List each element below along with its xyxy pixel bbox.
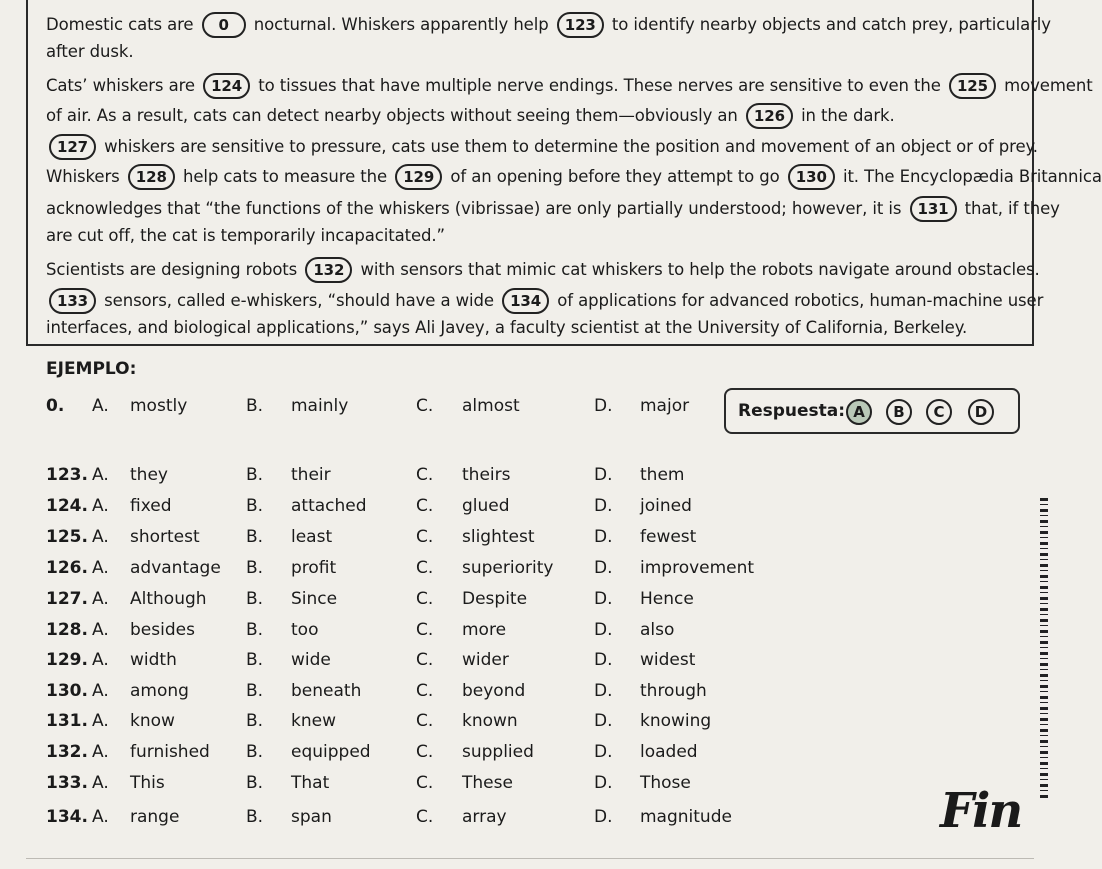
- passage-text: Whiskers: [46, 167, 125, 186]
- passage-text: are cut off, the cat is temporarily incapacitated.”: [46, 226, 445, 245]
- option-a: fixed: [130, 496, 172, 516]
- option-letter-d: D.: [594, 681, 613, 701]
- option-letter-d: D.: [594, 807, 613, 827]
- option-letter-d: D.: [594, 711, 613, 731]
- question-number: 124.: [46, 496, 88, 516]
- option-c: wider: [462, 650, 509, 670]
- passage-text: movement: [998, 76, 1093, 95]
- option-letter-b: B.: [246, 527, 264, 547]
- option-letter-d: D.: [594, 620, 613, 640]
- passage-line: [46, 226, 445, 245]
- handwritten-fin: Fin: [940, 783, 1022, 839]
- gap-number-131: 131: [910, 196, 957, 222]
- option-b: Since: [291, 589, 338, 609]
- option-d: Those: [640, 773, 691, 793]
- option-a: range: [130, 807, 180, 827]
- option-d: fewest: [640, 527, 697, 547]
- passage-text: of air. As a result, cats can detect nearby objects without seeing them—obviously an: [46, 106, 743, 125]
- answer-option-c[interactable]: C: [926, 399, 952, 425]
- gap-number-134: 134: [502, 288, 549, 314]
- question-number: 126.: [46, 558, 88, 578]
- passage-text: that, if they: [959, 199, 1060, 218]
- option-d: Hence: [640, 589, 694, 609]
- example-option-a: mostly: [130, 396, 188, 416]
- passage-text: sensors, called e-whiskers, “should have a wide: [99, 291, 500, 310]
- option-letter-a: A.: [92, 465, 109, 485]
- question-number: 133.: [46, 773, 88, 793]
- passage-text: it. The Encyclopædia Britannica: [837, 167, 1102, 186]
- option-letter-d: D.: [594, 396, 613, 416]
- question-number: 130.: [46, 681, 88, 701]
- option-letter-c: C.: [416, 496, 434, 516]
- ejemplo-title: EJEMPLO:: [46, 359, 137, 379]
- option-d: also: [640, 620, 675, 640]
- option-letter-b: B.: [246, 589, 264, 609]
- option-a: This: [130, 773, 165, 793]
- option-letter-a: A.: [92, 711, 109, 731]
- option-b: profit: [291, 558, 337, 578]
- option-a: besides: [130, 620, 195, 640]
- option-letter-b: B.: [246, 650, 264, 670]
- option-letter-a: A.: [92, 807, 109, 827]
- option-d: them: [640, 465, 685, 485]
- option-letter-a: A.: [92, 742, 109, 762]
- option-letter-d: D.: [594, 589, 613, 609]
- passage-line: [46, 103, 895, 129]
- passage-text: to identify nearby objects and catch prey, particularly: [606, 15, 1051, 34]
- example-option-b: mainly: [291, 396, 349, 416]
- option-a: furnished: [130, 742, 210, 762]
- question-number: 134.: [46, 807, 88, 827]
- option-a: shortest: [130, 527, 200, 547]
- option-letter-d: D.: [594, 650, 613, 670]
- question-number: 131.: [46, 711, 88, 731]
- question-number: 123.: [46, 465, 88, 485]
- gap-number-133: 133: [49, 288, 96, 314]
- option-letter-c: C.: [416, 742, 434, 762]
- option-b: their: [291, 465, 331, 485]
- option-letter-a: A.: [92, 527, 109, 547]
- option-c: theirs: [462, 465, 511, 485]
- passage-text: interfaces, and biological applications,” says Ali Javey, a faculty scientist at the University of California, Berkeley.: [46, 318, 968, 337]
- passage-line: [46, 12, 1051, 38]
- passage-text: to tissues that have multiple nerve endings. These nerves are sensitive to even the: [253, 76, 946, 95]
- option-letter-d: D.: [594, 558, 613, 578]
- option-letter-d: D.: [594, 465, 613, 485]
- example-option-d: major: [640, 396, 690, 416]
- question-number: 125.: [46, 527, 88, 547]
- option-d: loaded: [640, 742, 698, 762]
- option-b: attached: [291, 496, 367, 516]
- question-number: 128.: [46, 620, 88, 640]
- option-letter-b: B.: [246, 773, 264, 793]
- option-b: span: [291, 807, 332, 827]
- option-letter-a: A.: [92, 589, 109, 609]
- option-a: know: [130, 711, 175, 731]
- option-letter-b: B.: [246, 742, 264, 762]
- answer-label: Respuesta:: [738, 401, 846, 421]
- passage-text: help cats to measure the: [177, 167, 393, 186]
- option-a: advantage: [130, 558, 221, 578]
- gap-number-127: 127: [49, 134, 96, 160]
- gap-number-123: 123: [557, 12, 604, 38]
- option-letter-d: D.: [594, 742, 613, 762]
- option-d: magnitude: [640, 807, 732, 827]
- option-letter-b: B.: [246, 558, 264, 578]
- passage-line: [46, 318, 967, 337]
- option-b: beneath: [291, 681, 362, 701]
- question-number: 132.: [46, 742, 88, 762]
- option-c: beyond: [462, 681, 526, 701]
- passage-text: after dusk.: [46, 42, 134, 61]
- option-letter-a: A.: [92, 681, 109, 701]
- option-letter-a: A.: [92, 396, 109, 416]
- example-number: 0.: [46, 396, 65, 416]
- option-c: glued: [462, 496, 510, 516]
- option-a: width: [130, 650, 177, 670]
- passage-line: [46, 196, 1060, 222]
- option-c: superiority: [462, 558, 554, 578]
- option-letter-d: D.: [594, 496, 613, 516]
- gap-number-0: 0: [202, 12, 246, 38]
- passage-text: in the dark.: [795, 106, 895, 125]
- option-letter-c: C.: [416, 807, 434, 827]
- option-letter-c: C.: [416, 527, 434, 547]
- option-c: array: [462, 807, 507, 827]
- passage-line: [46, 164, 1102, 190]
- option-letter-b: B.: [246, 807, 264, 827]
- option-a: among: [130, 681, 189, 701]
- option-letter-b: B.: [246, 711, 264, 731]
- option-d: knowing: [640, 711, 712, 731]
- option-letter-c: C.: [416, 773, 434, 793]
- gap-number-128: 128: [128, 164, 175, 190]
- option-b: equipped: [291, 742, 371, 762]
- option-b: least: [291, 527, 333, 547]
- option-letter-c: C.: [416, 396, 434, 416]
- option-b: knew: [291, 711, 336, 731]
- option-letter-a: A.: [92, 773, 109, 793]
- option-b: too: [291, 620, 319, 640]
- option-c: known: [462, 711, 518, 731]
- passage-text: of applications for advanced robotics, human-machine user: [552, 291, 1044, 310]
- passage-line: [46, 134, 1038, 160]
- option-c: more: [462, 620, 507, 640]
- gap-number-126: 126: [746, 103, 793, 129]
- passage-line: [46, 73, 1093, 99]
- option-letter-c: C.: [416, 650, 434, 670]
- answer-option-b[interactable]: B: [886, 399, 912, 425]
- passage-text: of an opening before they attempt to go: [445, 167, 785, 186]
- option-c: These: [462, 773, 513, 793]
- option-letter-b: B.: [246, 465, 264, 485]
- option-letter-c: C.: [416, 558, 434, 578]
- example-option-c: almost: [462, 396, 520, 416]
- gap-number-124: 124: [203, 73, 250, 99]
- option-letter-d: D.: [594, 527, 613, 547]
- answer-option-d[interactable]: D: [968, 399, 994, 425]
- option-letter-b: B.: [246, 396, 264, 416]
- option-c: supplied: [462, 742, 534, 762]
- option-d: joined: [640, 496, 692, 516]
- gap-number-132: 132: [305, 257, 352, 283]
- passage-text: Domestic cats are: [46, 15, 199, 34]
- option-a: they: [130, 465, 168, 485]
- gap-number-129: 129: [395, 164, 442, 190]
- question-number: 127.: [46, 589, 88, 609]
- option-letter-a: A.: [92, 650, 109, 670]
- passage-text: acknowledges that “the functions of the whiskers (vibrissae) are only partially understood; however, it is: [46, 199, 907, 218]
- option-letter-b: B.: [246, 681, 264, 701]
- passage-line: [46, 288, 1043, 314]
- divider: [26, 858, 1034, 859]
- option-letter-a: A.: [92, 496, 109, 516]
- barcode-strip: [1040, 498, 1048, 798]
- option-d: through: [640, 681, 707, 701]
- option-c: Despite: [462, 589, 528, 609]
- option-c: slightest: [462, 527, 535, 547]
- passage-line: [46, 42, 134, 61]
- passage-line: [46, 257, 1040, 283]
- gap-number-130: 130: [788, 164, 835, 190]
- option-letter-b: B.: [246, 620, 264, 640]
- gap-number-125: 125: [949, 73, 996, 99]
- passage-text: Cats’ whiskers are: [46, 76, 201, 95]
- option-b: That: [291, 773, 330, 793]
- passage-text: nocturnal. Whiskers apparently help: [248, 15, 554, 34]
- option-letter-c: C.: [416, 465, 434, 485]
- option-b: wide: [291, 650, 331, 670]
- option-d: improvement: [640, 558, 755, 578]
- option-letter-d: D.: [594, 773, 613, 793]
- question-number: 129.: [46, 650, 88, 670]
- option-letter-a: A.: [92, 558, 109, 578]
- option-letter-c: C.: [416, 681, 434, 701]
- option-letter-c: C.: [416, 620, 434, 640]
- option-a: Although: [130, 589, 207, 609]
- answer-box: [724, 388, 1020, 434]
- option-letter-b: B.: [246, 496, 264, 516]
- option-letter-c: C.: [416, 711, 434, 731]
- answer-option-a[interactable]: A: [846, 399, 872, 425]
- passage-text: whiskers are sensitive to pressure, cats use them to determine the position and movement of an object or of prey.: [99, 137, 1038, 156]
- option-letter-c: C.: [416, 589, 434, 609]
- option-letter-a: A.: [92, 620, 109, 640]
- passage-text: with sensors that mimic cat whiskers to help the robots navigate around obstacles.: [355, 260, 1040, 279]
- passage-text: Scientists are designing robots: [46, 260, 303, 279]
- option-d: widest: [640, 650, 696, 670]
